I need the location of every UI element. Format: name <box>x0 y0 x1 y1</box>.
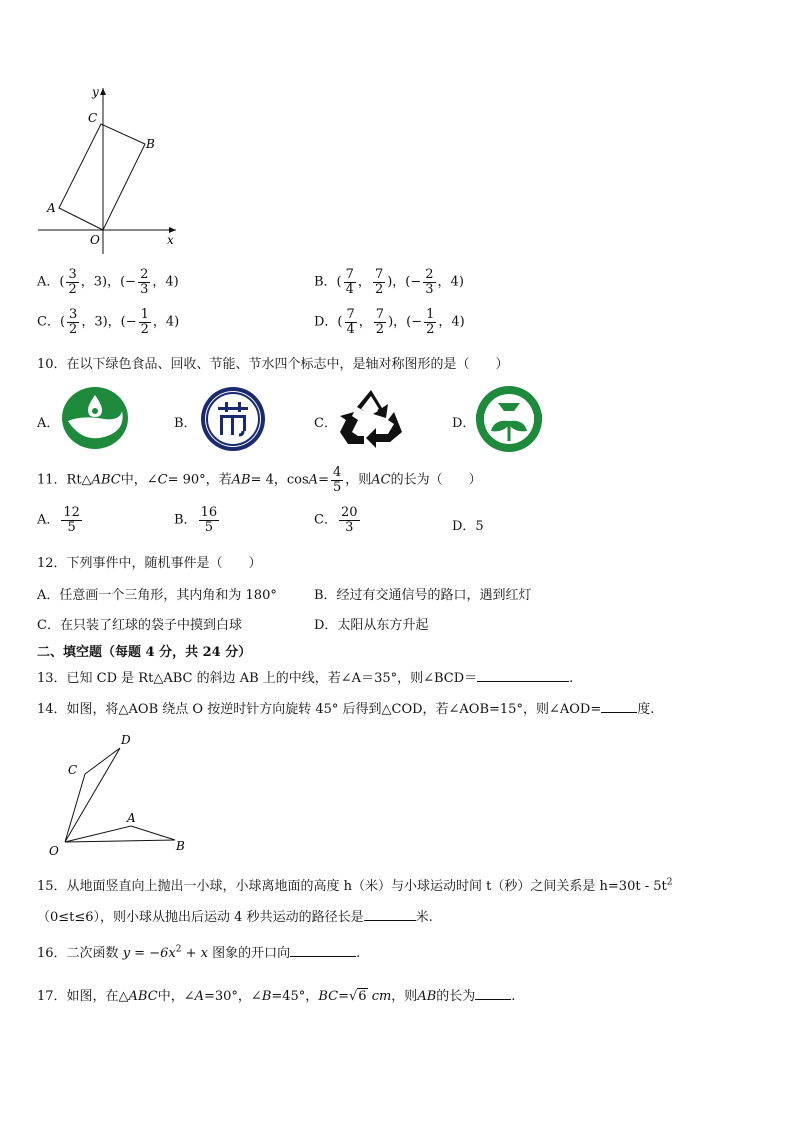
q9-option-a: A．( $\frac{3}{2}$ ，3)，(− $\frac{2}{3}$ ，4) <box>37 267 179 297</box>
q12-option-c: C．在只装了红球的袋子中摸到白球 <box>37 618 242 633</box>
q11-option-b: B． $\frac{16}{5}$ <box>174 505 218 535</box>
x-axis-label: x <box>167 233 174 247</box>
q10-label-b: B． <box>174 416 197 431</box>
q13-answer-blank <box>477 669 569 682</box>
q11-option-c: C． $\frac{20}{3}$ <box>314 505 358 535</box>
q13-question: 13．已知 CD 是 Rt△ABC 的斜边 AB 上的中线，若∠A＝35°，则∠BCD＝ . <box>37 671 574 686</box>
sqrt-symbol: √6 <box>348 989 367 1004</box>
water-saving-logo-icon <box>474 385 544 453</box>
q17-answer-blank <box>475 987 511 1000</box>
point-a-label: A <box>47 201 56 215</box>
origin-label: O <box>90 233 100 247</box>
energy-saving-logo-icon <box>198 385 268 453</box>
q9-option-d: D．( $\frac{7}{4}$ ， $\frac{7}{2}$ )，(− $\frac{1}{2}$ ，4) <box>314 307 465 337</box>
q15-question-line2: （0≤t≤6），则小球从抛出后运动 4 秒共运动的路径长是 米. <box>37 910 433 925</box>
fig14-point-b: B <box>176 839 185 853</box>
q10-label-d: D． <box>452 416 476 431</box>
recycle-logo-icon <box>338 388 404 450</box>
q10-label-a: A． <box>37 416 60 431</box>
q9-option-c: C．( $\frac{3}{2}$ ，3)，(− $\frac{1}{2}$ ，4) <box>37 307 180 337</box>
q15-question-line1: 15．从地面竖直向上抛出一小球，小球离地面的高度 h（米）与小球运动时间 t（秒）之间关系是 $h=30t - 5t^2$ <box>37 877 673 894</box>
q16-question: 16．二次函数 $y = -6x^2 + x$ 图象的开口向 . <box>37 944 361 961</box>
q16-answer-blank <box>290 944 356 957</box>
q15-answer-blank <box>364 908 416 921</box>
q9-option-b: B．( $\frac{7}{4}$ ， $\frac{7}{2}$ )，(− $\frac{2}{3}$ ，4) <box>314 267 464 297</box>
q11-option-d: D．5 <box>452 519 484 534</box>
fig14-point-a: A <box>127 811 136 825</box>
q12-question: 12．下列事件中，随机事件是（ ） <box>37 556 262 571</box>
q17-question: 17．如图，在△ABC中，∠A=30°，∠B=45°，BC=√6 cm，则AB的长为 . <box>37 989 516 1004</box>
q14-answer-blank <box>601 700 637 713</box>
q10-label-c: C． <box>314 416 337 431</box>
rotation-figure-q14 <box>45 730 205 860</box>
green-food-logo-icon <box>60 385 130 451</box>
q11-option-a: A． $\frac{12}{5}$ <box>37 505 80 535</box>
point-b-label: B <box>146 137 155 151</box>
coordinate-figure-q9 <box>30 84 190 256</box>
q12-option-b: B．经过有交通信号的路口，遇到红灯 <box>314 588 532 603</box>
q14-question: 14．如图，将△AOB 绕点 O 按逆时针方向旋转 45° 后得到△COD，若∠AOB=15°，则∠AOD= 度. <box>37 702 655 717</box>
fig14-point-o: O <box>49 844 59 858</box>
fig14-point-c: C <box>68 763 78 777</box>
y-axis-label: y <box>92 85 99 99</box>
q12-option-d: D．太阳从东方升起 <box>314 618 429 633</box>
q11-question: 11．Rt△ABC中，∠C= 90°，若AB= 4，cosA= $\frac{4}{5}$ ，则AC的长为（ ） <box>37 465 482 495</box>
point-c-label: C <box>88 111 98 125</box>
section-heading: 二、填空题（每题 4 分，共 24 分） <box>37 645 252 660</box>
q12-option-a: A．任意画一个三角形，其内角和为 180° <box>37 588 277 603</box>
fig14-point-d: D <box>121 733 131 747</box>
q10-question: 10．在以下绿色食品、回收、节能、节水四个标志中，是轴对称图形的是（ ） <box>37 357 509 372</box>
